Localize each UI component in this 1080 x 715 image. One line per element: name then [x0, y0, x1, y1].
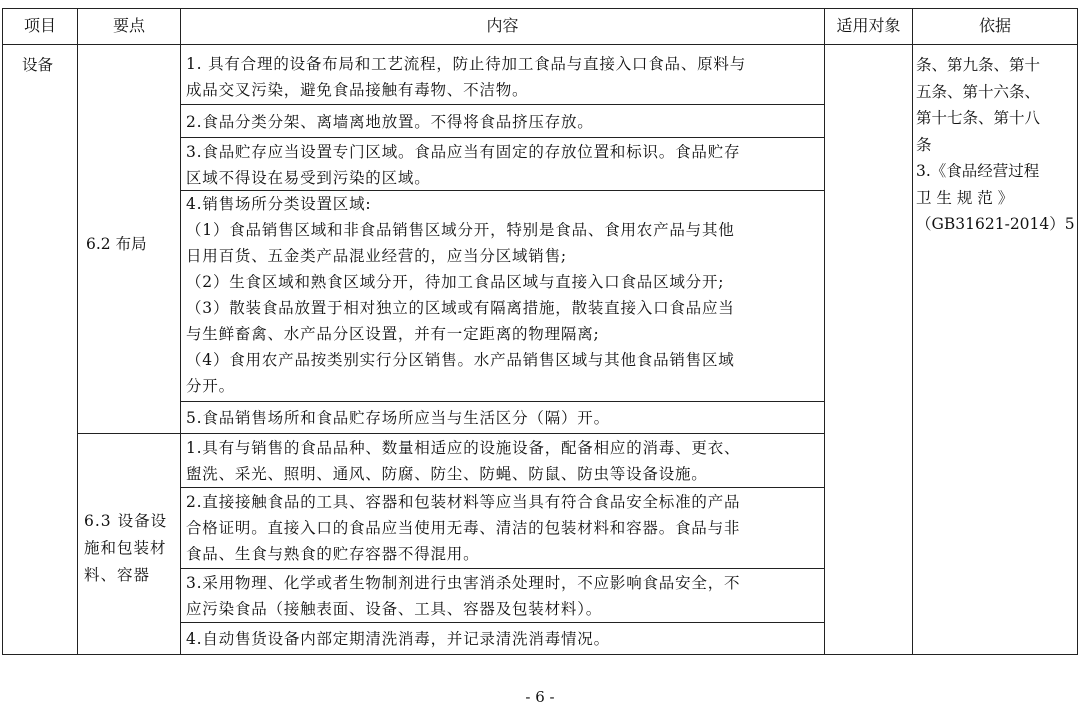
col-line-4: [912, 8, 913, 655]
col-line-2: [180, 8, 181, 655]
content-row-4: 4.销售场所分类设置区域: （1）食品销售区域和非食品销售区域分开，特别是食品、食用农产品与其他 日用百货、五金类产品混业经营的，应当分区域销售; （2）生食区域和熟食区域分开，待加工食品区域与直接入口食品区域分开; （3）散装食品放置于相对独立的区域或有隔离措施，散装直接入口食品应当 与生鲜畜禽、水产品分区设置，并有一定距离的物理隔离; （4）食用农产品按类别实行分区销售。水产品销售区域与其他食品销售区域 分开。: [186, 195, 735, 395]
header-content: 内容: [486, 16, 519, 35]
content-row-6: 1.具有与销售的食品品种、数量相适应的设施设备，配备相应的消毒、更衣、 盥洗、采光、照明、通风、防腐、防尘、防蝇、防鼠、防虫等设备设施。: [186, 439, 741, 483]
row-divider: [180, 568, 825, 569]
row-divider: [180, 104, 825, 105]
col-line-1: [77, 8, 78, 655]
header-point: 要点: [112, 16, 145, 35]
content-row-1: 1. 具有合理的设备布局和工艺流程，防止待加工食品与直接入口食品、原料与 成品交叉污染，避免食品接触有毒物、不洁物。: [186, 55, 747, 99]
content-row-7: 2.直接接触食品的工具、容器和包装材料等应当具有符合食品安全标准的产品 合格证明。直接入口的食品应当使用无毒、清洁的包装材料和容器。食品与非 食品、生食与熟食的贮存容器不得混用。: [186, 493, 741, 563]
point-6-3: 6.3 设备设 施和包装材 料、容器: [84, 512, 168, 584]
header-basis: 依据: [978, 16, 1011, 35]
content-row-9: 4.自动售货设备内部定期清洗消毒，并记录清洗消毒情况。: [186, 630, 610, 648]
row-divider: [180, 401, 825, 402]
section-divider: [77, 433, 825, 434]
content-row-8: 3.采用物理、化学或者生物制剂进行虫害消杀处理时，不应影响食品安全，不 应污染食品（接触表面、设备、工具、容器及包装材料）。: [186, 574, 741, 618]
header-bottom-border: [2, 44, 1078, 45]
col-line-3: [824, 8, 825, 655]
content-row-2: 2.食品分类分架、离墙离地放置。不得将食品挤压存放。: [186, 113, 594, 131]
row-divider: [180, 622, 825, 623]
header-target: 适用对象: [836, 16, 901, 35]
content-row-3: 3.食品贮存应当设置专门区域。食品应当有固定的存放位置和标识。食品贮存 区域不得设在易受到污染的区域。: [186, 143, 741, 187]
category-label: 设备: [22, 56, 54, 74]
col-line-left: [2, 8, 3, 655]
table-bottom-border: [2, 654, 1078, 655]
col-line-right: [1077, 8, 1078, 655]
row-divider: [180, 487, 825, 488]
basis-text: 条、第九条、第十 五条、第十六条、 第十七条、第十八 条 3.《食品经营过程 卫 生 规 范 》 （GB31621-2014）5: [916, 56, 1075, 233]
content-table: [2, 8, 1078, 655]
content-row-5: 5.食品销售场所和食品贮存场所应当与生活区分（隔）开。: [186, 409, 610, 427]
header-item: 项目: [23, 16, 56, 35]
row-divider: [180, 137, 825, 138]
point-6-2: 6.2 布局: [86, 235, 147, 253]
page-number: - 6 -: [525, 688, 555, 706]
